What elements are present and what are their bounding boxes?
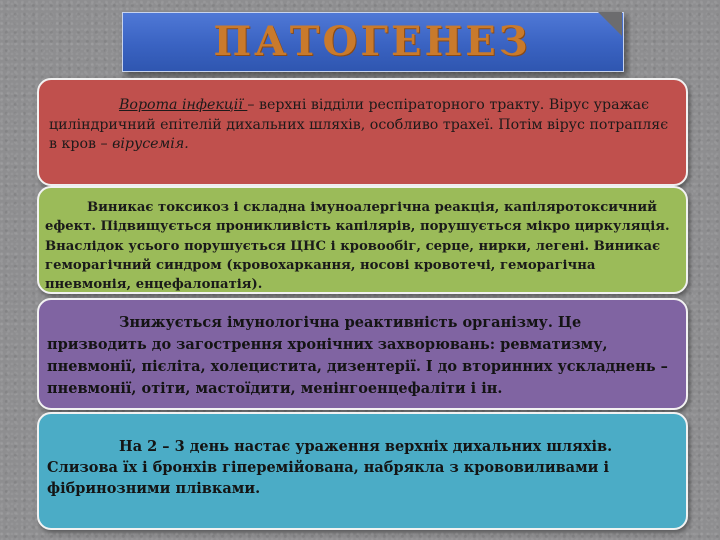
pathogenesis-box-entry	[37, 78, 688, 186]
slide-title: ПАТОГЕНЕЗ	[213, 18, 531, 65]
entry-paragraph	[49, 96, 676, 155]
airways-paragraph: На 2 – 3 день настає ураження верхніх дихальних шляхів. Слизова їх і бронхів гіперемійована, набрякла з крововиливами і фібринозними плівками.	[47, 438, 613, 497]
entry-text: – верхні відділи респіраторного тракту. Вірус уражає циліндричний епітелій дихальних шляхів, особливо трахеї. Потім вірус потрапляє в кров –	[49, 97, 669, 152]
pathogenesis-box-airways	[37, 412, 688, 530]
viremia-term: вірусемія.	[112, 136, 189, 152]
entry-term: Ворота інфекції	[119, 97, 248, 113]
toxicosis-paragraph: Виникає токсикоз і складна імуноалергічна реакція, капіляротоксичний ефект. Підвищується проникливість капілярів, порушується мікро циркуляція. Внаслідок усього порушується ЦНС і кровообіг, серце, нирки, легені. Виникає геморагічний синдром (кровохаркання, носові кровотечі, геморагічна пневмонія, енцефалопатія).	[45, 200, 670, 293]
immunity-paragraph: Знижується імунологічна реактивність організму. Це призводить до загострення хронічних захворювань: ревматизму, пневмонії, пієліта, холецистита, дизентерії. І до вторинних ускладнень – пневмонії, отіти, мастоїдити, менінгоенцефаліти і ін.	[47, 314, 668, 397]
pathogenesis-box-immunity	[37, 298, 688, 410]
pathogenesis-box-toxicosis	[37, 186, 688, 294]
